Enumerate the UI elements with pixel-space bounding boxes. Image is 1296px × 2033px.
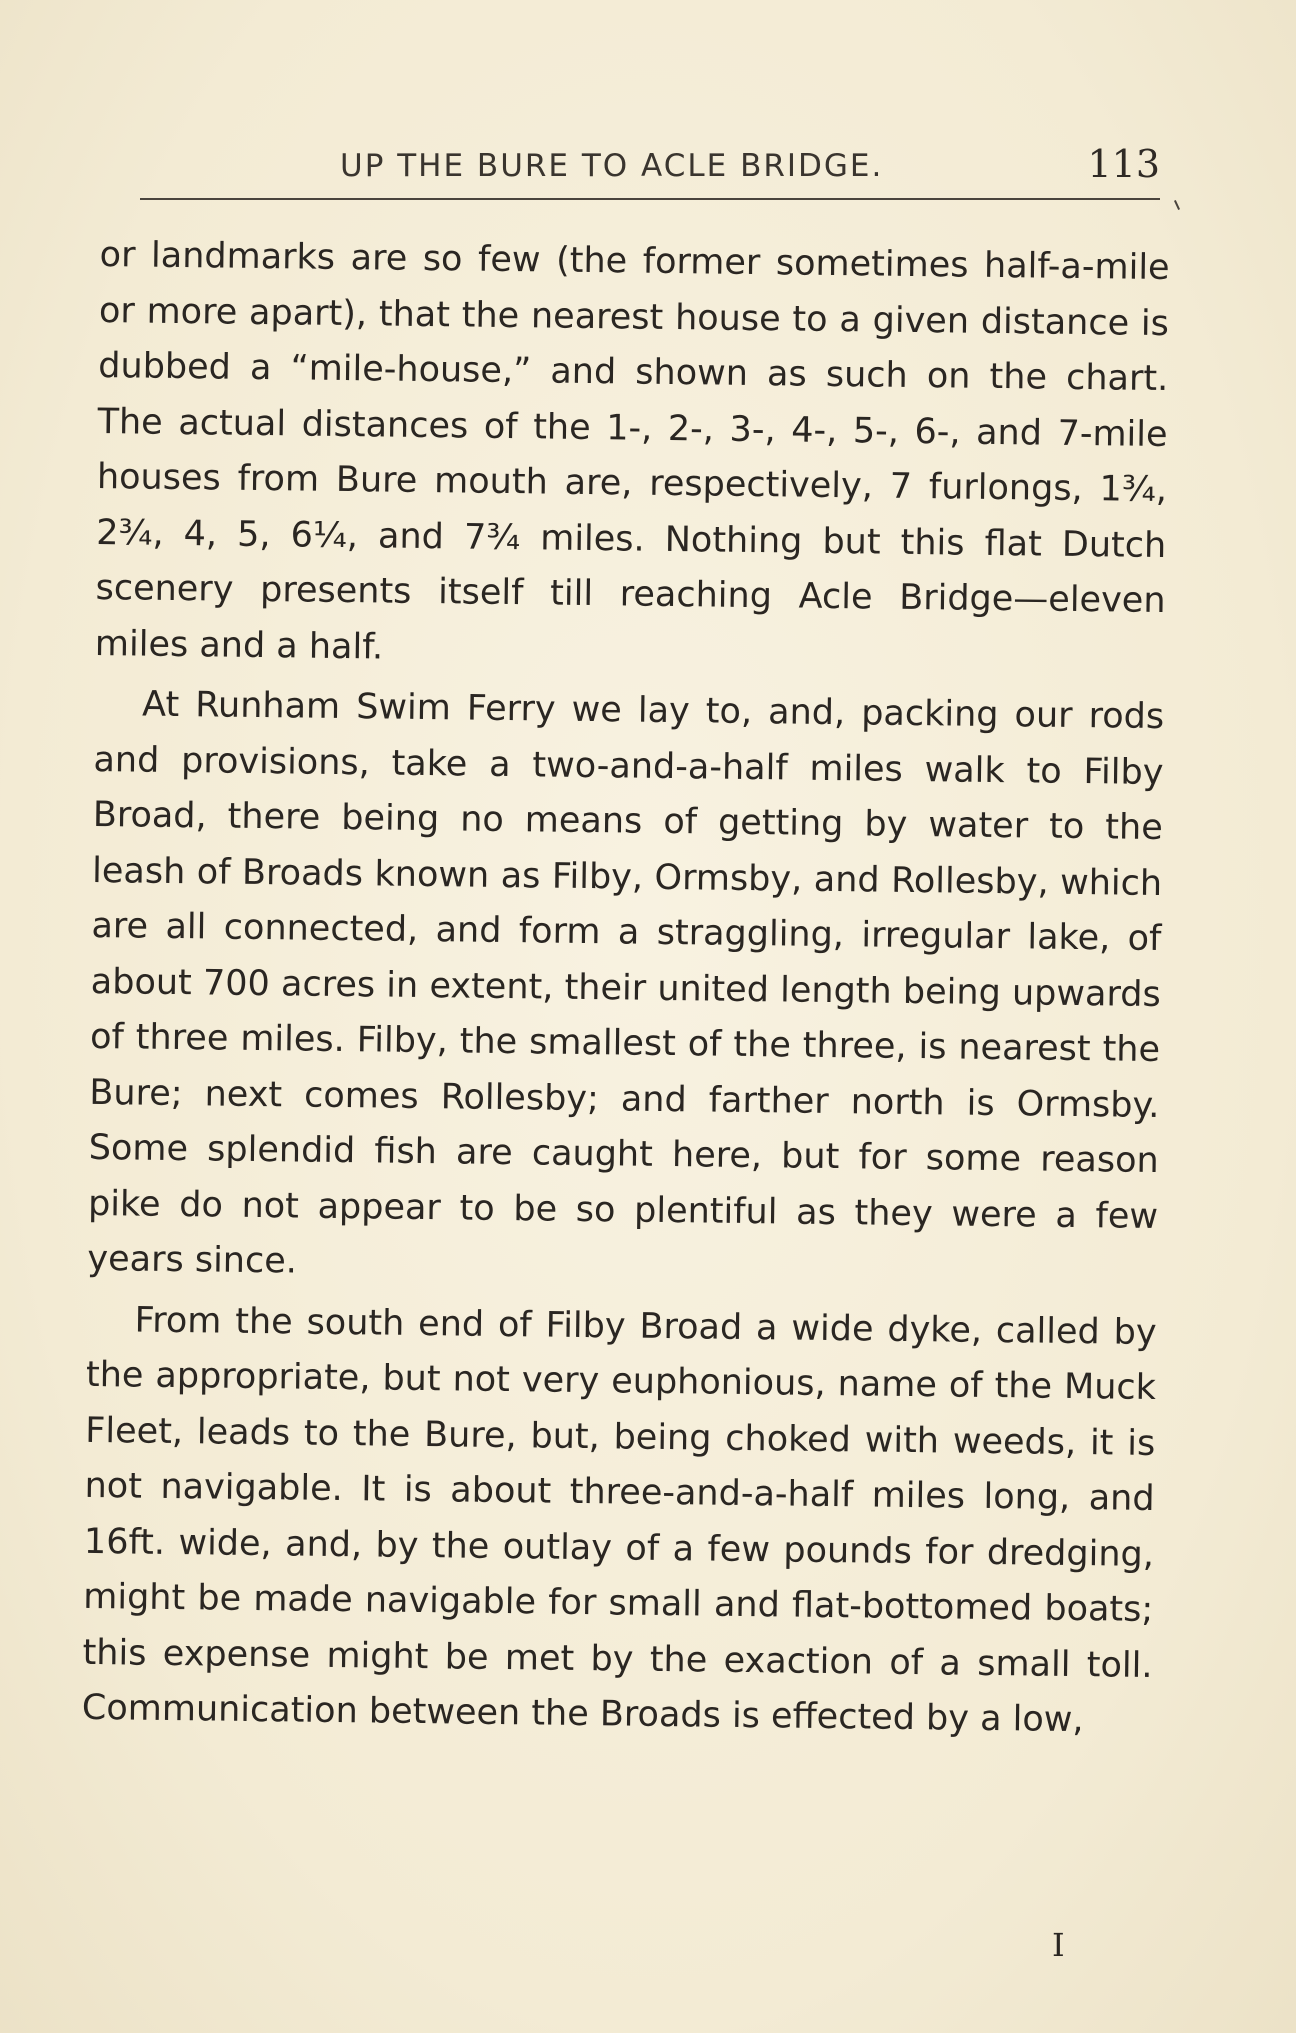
paragraph-3: From the south end of Filby Broad a wide dyke, called by the appropriate, but not very euphonious, name of the Muck Fleet, leads to the Bure, but, being choked with weeds, it is not navigable. It is about three-and-a-half miles long, and 16ft. wide, and, by the outlay of a few pounds for dredging, might be made navigable for small and flat-bottomed boats; this expense might be met by the exaction of a small toll. Communication between the Broads is effected by a low, [81,1300,1157,1741]
header-rule [140,198,1160,200]
paragraph-1: or landmarks are so few (the former sometimes half-a-mile or more apart), that the nearest house to a given distance is dubbed a “mile-house,” and shown as such on the chart. The actual distances of the 1-, 2-, 3-, 4-, 5-, 6-, and 7-mile houses from Bure mouth are, respectively, 7 furlongs, 1¾, 2¾, 4, 5, 6¼, and 7¾ miles. Nothing but this flat Dutch scenery presents itself till reaching Acle Bridge—eleven miles and a half. [94,234,1170,667]
signature-mark: I [1052,1926,1065,1964]
rule-tick-mark [1174,200,1180,210]
page-header [140,142,1160,192]
page-number: 113 [1087,142,1160,186]
running-title: UP THE BURE TO ACLE BRIDGE. [340,148,884,184]
body-text [82,228,1170,1754]
paragraph-2: At Runham Swim Ferry we lay to, and, packing our rods and provisions, take a two-and-a-half miles walk to Filby Broad, there being no means of getting by water to the leash of Broads known as Filby, Ormsby, and Rollesby, which are all connected, and form a straggling, irregular lake, of about 700 acres in extent, their united length being upwards of three miles. Filby, the smallest of the three, is nearest the Bure; next comes Rollesby; and farther north is Ormsby. Some splendid fish are caught here, but for some reason pike do not appear to be so plentiful as they were a few years since. [87,684,1165,1282]
